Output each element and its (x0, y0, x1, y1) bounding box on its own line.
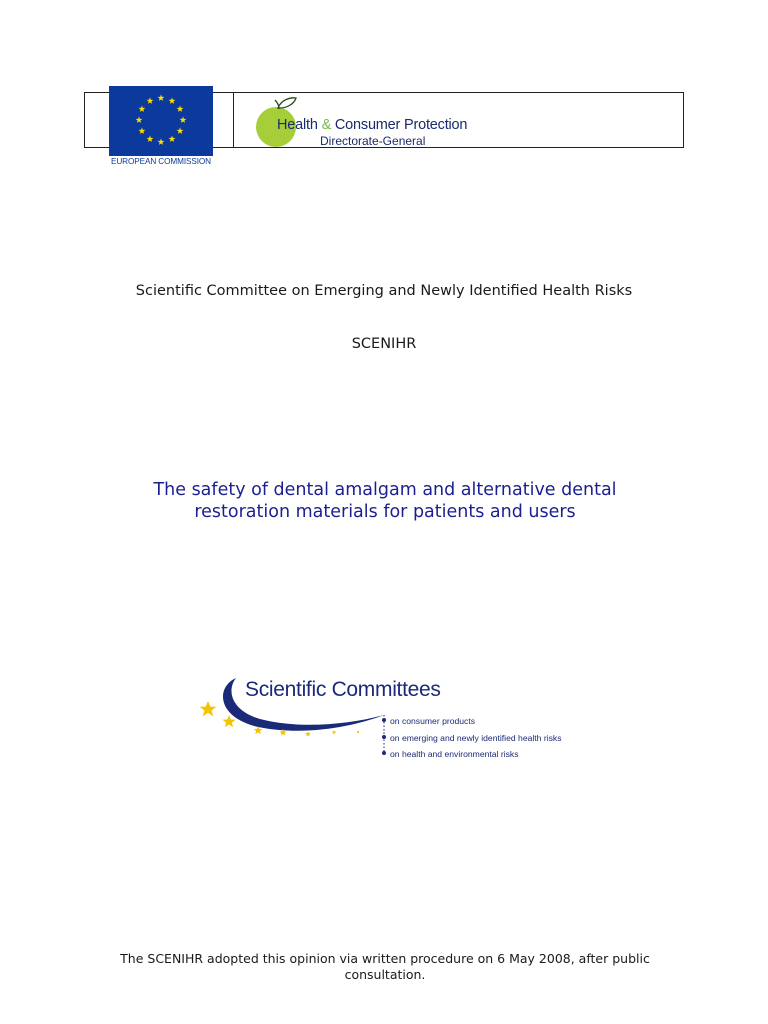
eu-star-icon (169, 97, 176, 104)
scientific-committees-logo (198, 675, 570, 760)
adoption-note-line2: consultation. (344, 967, 426, 982)
list-item: on health and environmental risks (390, 749, 519, 759)
eu-stars-icon (109, 86, 213, 156)
adoption-note (100, 951, 670, 983)
dg-name-line2: Directorate-General (320, 134, 426, 148)
scientific-committees-list (390, 713, 562, 763)
opinion-title (140, 479, 630, 523)
dg-name-line1 (277, 117, 467, 133)
dg-name-ampersand: & (321, 117, 332, 133)
star-icon (200, 701, 217, 716)
star-icon (222, 715, 235, 727)
committee-acronym: SCENIHR (351, 336, 417, 352)
dg-name-consumer-protection: Consumer Protection (334, 117, 468, 133)
committee-full-name: Scientific Committee on Emerging and Newly Identified Health Risks (135, 283, 633, 299)
eu-star-icon (147, 135, 154, 142)
eu-star-icon (169, 135, 176, 142)
eu-star-icon (139, 105, 146, 112)
opinion-title-line2: restoration materials for patients and users (194, 502, 576, 522)
european-commission-logo (109, 86, 213, 169)
eu-caption: EUROPEAN COMMISSION (110, 157, 211, 166)
opinion-title-line1: The safety of dental amalgam and alternative dental (153, 480, 617, 500)
eu-star-icon (158, 94, 165, 101)
health-consumer-protection-logo (254, 96, 474, 148)
eu-star-icon (180, 116, 187, 123)
eu-star-icon (177, 127, 184, 134)
eu-star-icon (136, 116, 143, 123)
star-icon (305, 731, 311, 737)
adoption-note-line1: The SCENIHR adopted this opinion via written procedure on 6 May 2008, after public (120, 951, 650, 966)
eu-flag (109, 86, 213, 156)
eu-star-icon (158, 138, 165, 145)
eu-star-icon (139, 127, 146, 134)
header-divider (233, 93, 234, 147)
eu-star-icon (147, 97, 154, 104)
list-item: on emerging and newly identified health risks (390, 732, 562, 743)
star-icon (332, 730, 336, 734)
dg-name-health: Health (277, 117, 318, 133)
scientific-committees-title: Scientific Committees (245, 678, 441, 701)
list-item: on consumer products (390, 716, 476, 726)
eu-star-icon (177, 105, 184, 112)
